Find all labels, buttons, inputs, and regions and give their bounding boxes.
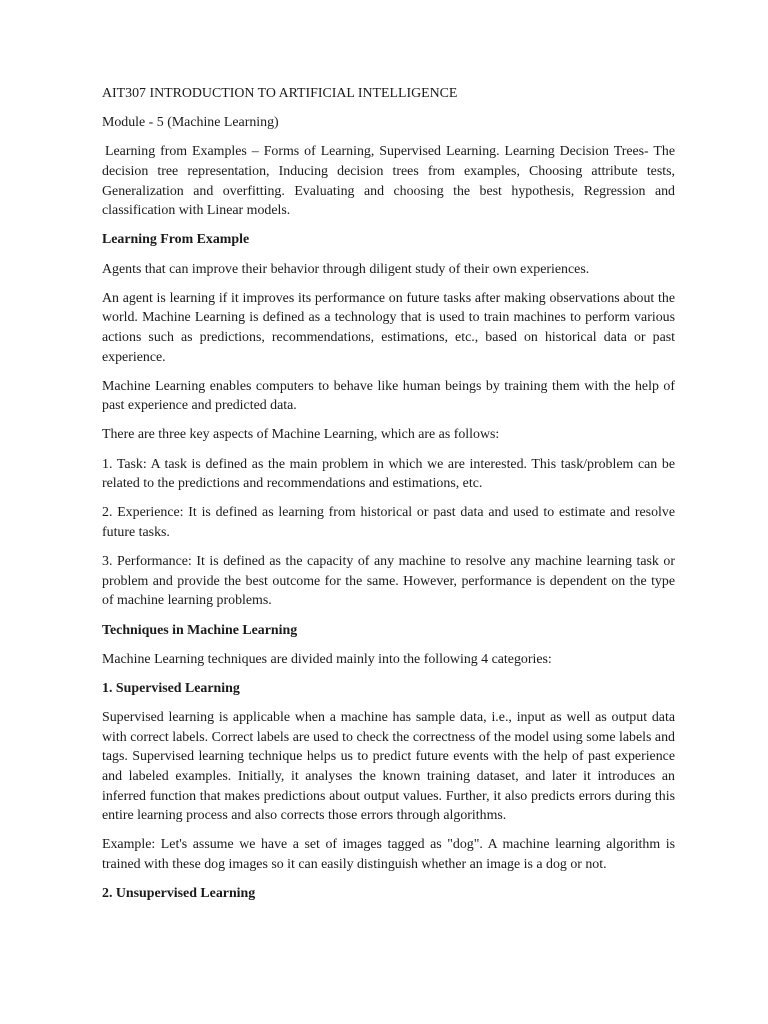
paragraph-agent-learning: An agent is learning if it improves its performance on future tasks after making observations about the world. Machine Learning is defined as a technology that is used to train machines to perform various actions such as predictions, recommendations, estimations, etc., based on historical data or past experience. — [102, 290, 675, 365]
heading-learning-from-example: Learning From Example — [102, 232, 250, 248]
paragraph-techniques-intro: Machine Learning techniques are divided mainly into the following 4 categories: — [102, 651, 552, 667]
document-page — [102, 84, 675, 913]
paragraph-agents: Agents that can improve their behavior through diligent study of their own experiences. — [102, 261, 590, 277]
syllabus-paragraph: Learning from Examples – Forms of Learning, Supervised Learning. Learning Decision Trees- The decision tree representation, Inducing decision trees from examples, Choosing attribute tests, Generalization and overfitting. Evaluating and choosing the best hypothesis, Regression and classification with Linear models. — [102, 144, 675, 219]
paragraph-ml-enables: Machine Learning enables computers to behave like human beings by training them with the help of past experience and predicted data. — [102, 378, 675, 414]
aspect-performance: 3. Performance: It is defined as the capacity of any machine to resolve any machine learning task or problem and provide the best outcome for the same. However, performance is dependent on the type of machine learning problems. — [102, 554, 675, 609]
paragraph-supervised: Supervised learning is applicable when a machine has sample data, i.e., input as well as output data with correct labels. Correct labels are used to check the correctness of the model using some labels and tags. Supervised learning technique helps us to predict future events with the help of past experience and labeled examples. Initially, it analyses the known training dataset, and later it introduces an inferred function that makes predictions about output values. Further, it also predicts errors during this entire learning process and also corrects those errors through algorithms. — [102, 710, 675, 824]
heading-unsupervised-learning: 2. Unsupervised Learning — [102, 886, 256, 902]
paragraph-supervised-example: Example: Let's assume we have a set of images tagged as "dog". A machine learning algorithm is trained with these dog images so it can easily distinguish whether an image is a dog or not. — [102, 837, 675, 872]
heading-techniques: Techniques in Machine Learning — [102, 622, 298, 638]
aspect-task: 1. Task: A task is defined as the main problem in which we are interested. This task/problem can be related to the predictions and recommendations and estimations, etc. — [102, 456, 675, 492]
heading-supervised-learning: 1. Supervised Learning — [102, 680, 240, 696]
module-title: Module - 5 (Machine Learning) — [102, 115, 279, 131]
aspect-experience: 2. Experience: It is defined as learning from historical or past data and used to estimate and resolve future tasks. — [102, 505, 675, 541]
course-title: AIT307 INTRODUCTION TO ARTIFICIAL INTELLIGENCE — [102, 86, 458, 101]
paragraph-key-aspects: There are three key aspects of Machine Learning, which are as follows: — [102, 427, 500, 443]
